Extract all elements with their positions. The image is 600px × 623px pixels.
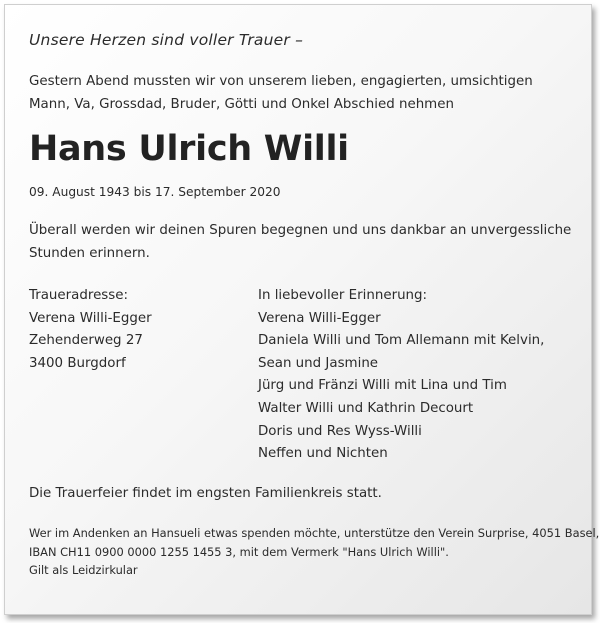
memory-heading: In liebevoller Erinnerung: (258, 288, 428, 303)
mourner-name: Jürg und Fränzi Willi mit Lina und Tim (258, 378, 507, 394)
memorial-quote: Überall werden wir deinen Spuren begegnen und uns dankbar an unvergessliche Stunden erinnern. (29, 223, 572, 261)
address-line: 3400 Burgdorf (29, 355, 126, 371)
life-dates: 09. August 1943 bis 17. September 2020 (29, 185, 281, 199)
memory-list (258, 285, 578, 466)
mourning-address (29, 285, 249, 375)
mourner-name: Walter Willi und Kathrin Decourt (258, 400, 474, 416)
address-line: Verena Willi-Egger (29, 310, 152, 326)
donation-line: Wer im Andenken an Hansueli etwas spenden möchte, unterstütze den Verein Surprise, 4051 Basel, (29, 526, 600, 540)
mourner-name: Doris und Res Wyss-Willi (258, 423, 422, 439)
mourner-name: Verena Willi-Egger (258, 310, 381, 326)
donation-line: Gilt als Leidzirkular (29, 563, 138, 577)
mourner-name: Neffen und Nichten (258, 446, 388, 462)
donation-note (29, 524, 600, 580)
mourner-name: Daniela Willi und Tom Allemann mit Kelvin, Sean und Jasmine (258, 333, 545, 371)
lead-paragraph: Gestern Abend mussten wir von unserem lieben, engagierten, umsichtigen Mann, Va, Grossdad, Bruder, Götti und Onkel Abschied nehmen (29, 74, 533, 112)
deceased-name: Hans Ulrich Willi (29, 129, 349, 169)
donation-line: IBAN CH11 0900 0000 1255 1455 3, mit dem Vermerk "Hans Ulrich Willi". (29, 544, 449, 559)
ceremony-note: Die Trauerfeier findet im engsten Familienkreis statt. (29, 486, 382, 501)
intro-line: Unsere Herzen sind voller Trauer – (29, 31, 304, 49)
address-line: Zehenderweg 27 (29, 333, 143, 349)
obituary-card (4, 4, 600, 615)
mourning-address-heading: Traueradresse: (29, 288, 129, 303)
